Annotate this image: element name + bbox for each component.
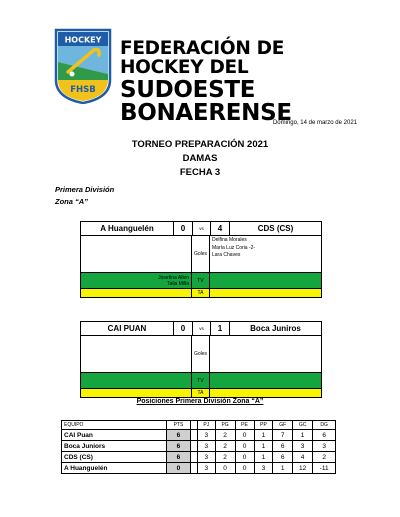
col-gc: GC — [292, 421, 312, 430]
won: 2 — [215, 430, 235, 441]
goals-for: 6 — [273, 452, 292, 463]
goal-difference: 2 — [313, 452, 336, 463]
points: 0 — [167, 463, 191, 474]
home-yellow-cards — [81, 389, 191, 397]
goals-row — [81, 336, 321, 373]
logo-bottom-text: FHSB — [70, 85, 96, 95]
goals-for: 1 — [273, 463, 292, 474]
away-scorers — [209, 236, 321, 272]
organization-title-line1: FEDERACIÓN DE HOCKEY DEL — [120, 38, 285, 78]
column-spacer — [190, 421, 197, 430]
ta-label: TA — [191, 389, 209, 397]
won: 0 — [215, 463, 235, 474]
tournament-category: DAMAS — [182, 153, 218, 164]
drawn: 0 — [235, 452, 254, 463]
column-spacer — [190, 463, 197, 474]
goals-against: 12 — [292, 463, 312, 474]
table-row — [62, 463, 336, 474]
table-row — [62, 452, 336, 463]
drawn: 0 — [235, 463, 254, 474]
goals-against: 3 — [292, 441, 312, 452]
away-team: Boca Juniros — [229, 322, 321, 335]
carded-player: Josefina Allen — [158, 274, 189, 281]
scorer: Lara Chaves — [212, 252, 241, 258]
col-dg: DG — [313, 421, 336, 430]
played: 3 — [197, 452, 215, 463]
goal-difference: -11 — [313, 463, 336, 474]
match-card — [80, 221, 322, 298]
points: 6 — [167, 441, 191, 452]
home-yellow-cards — [81, 289, 191, 297]
away-green-cards — [209, 373, 321, 388]
played: 3 — [197, 430, 215, 441]
lost: 1 — [254, 452, 273, 463]
drawn: 0 — [235, 430, 254, 441]
played: 3 — [197, 441, 215, 452]
tournament-round: FECHA 3 — [179, 167, 221, 178]
match-header-row — [81, 222, 321, 236]
away-goals: 1 — [210, 322, 229, 335]
away-goals: 4 — [210, 222, 229, 235]
standings-header-row — [62, 421, 336, 430]
away-yellow-cards — [209, 289, 321, 297]
goals-label: Goles — [191, 336, 209, 372]
away-yellow-cards — [209, 389, 321, 397]
scorer: María Luz Coria -2- — [212, 244, 256, 251]
division-zone: Zona “A” — [55, 197, 88, 206]
col-pg: PG — [215, 421, 235, 430]
carded-player: Talia Milla — [167, 280, 189, 287]
lost: 1 — [254, 441, 273, 452]
ta-label: TA — [191, 289, 209, 297]
scorer: Delfina Morales — [212, 237, 247, 243]
team-name: Boca Juniors — [62, 441, 167, 452]
team-name: CDS (CS) — [62, 452, 167, 463]
home-goals: 0 — [173, 222, 192, 235]
column-spacer — [190, 452, 197, 463]
col-pp: PP — [254, 421, 273, 430]
home-team: CAI PUAN — [107, 324, 147, 333]
logo-top-text: HOCKEY — [64, 35, 102, 45]
team-name: CAI Puan — [62, 430, 167, 441]
fhsb-logo-icon — [52, 28, 114, 104]
won: 2 — [215, 452, 235, 463]
col-gf: GF — [273, 421, 292, 430]
match-card — [80, 321, 322, 398]
table-row — [62, 430, 336, 441]
column-spacer — [190, 430, 197, 441]
played: 3 — [197, 463, 215, 474]
tournament-name: TORNEO PREPARACIÓN 2021 — [131, 139, 269, 150]
home-scorers — [81, 336, 191, 372]
home-scorers — [81, 236, 191, 272]
yellow-card-row — [81, 389, 321, 397]
col-pts: PTS — [167, 421, 191, 430]
away-team: CDS (CS) — [229, 222, 321, 235]
col-pe: PE — [235, 421, 254, 430]
division-name: Primera División — [55, 185, 115, 194]
goals-for: 7 — [273, 430, 292, 441]
goals-against: 1 — [292, 430, 312, 441]
green-card-row — [81, 373, 321, 389]
column-spacer — [190, 441, 197, 452]
points: 6 — [167, 430, 191, 441]
home-green-cards — [81, 273, 191, 288]
tv-label: TV — [191, 373, 209, 388]
home-green-cards — [81, 373, 191, 388]
goals-against: 4 — [292, 452, 312, 463]
away-green-cards — [209, 273, 321, 288]
vs-label: vs — [192, 322, 210, 335]
goals-for: 6 — [273, 441, 292, 452]
team-name: A Huanguelén — [62, 463, 167, 474]
away-scorers — [209, 336, 321, 372]
vs-label: vs — [192, 222, 210, 235]
points: 6 — [167, 452, 191, 463]
col-equipo: EQUIPO — [62, 421, 167, 430]
home-goals: 0 — [173, 322, 192, 335]
tv-label: TV — [191, 273, 209, 288]
home-team: A Huanguelén — [100, 224, 154, 233]
yellow-card-row — [81, 289, 321, 297]
goal-difference: 6 — [313, 430, 336, 441]
lost: 1 — [254, 430, 273, 441]
green-card-row — [81, 273, 321, 289]
col-pj: PJ — [197, 421, 215, 430]
goal-difference: 3 — [313, 441, 336, 452]
lost: 3 — [254, 463, 273, 474]
table-row — [62, 441, 336, 452]
match-date: Domingo, 14 de marzo de 2021 — [272, 120, 357, 126]
standings-table — [61, 420, 336, 474]
organization-title — [120, 40, 360, 125]
goals-label: Goles — [191, 236, 209, 272]
goals-row — [81, 236, 321, 273]
standings-title: Posiciones Primera División Zona “A” — [136, 398, 264, 405]
won: 2 — [215, 441, 235, 452]
drawn: 0 — [235, 441, 254, 452]
organization-title-line2: SUDOESTE BONAERENSE — [120, 77, 292, 126]
match-header-row — [81, 322, 321, 336]
